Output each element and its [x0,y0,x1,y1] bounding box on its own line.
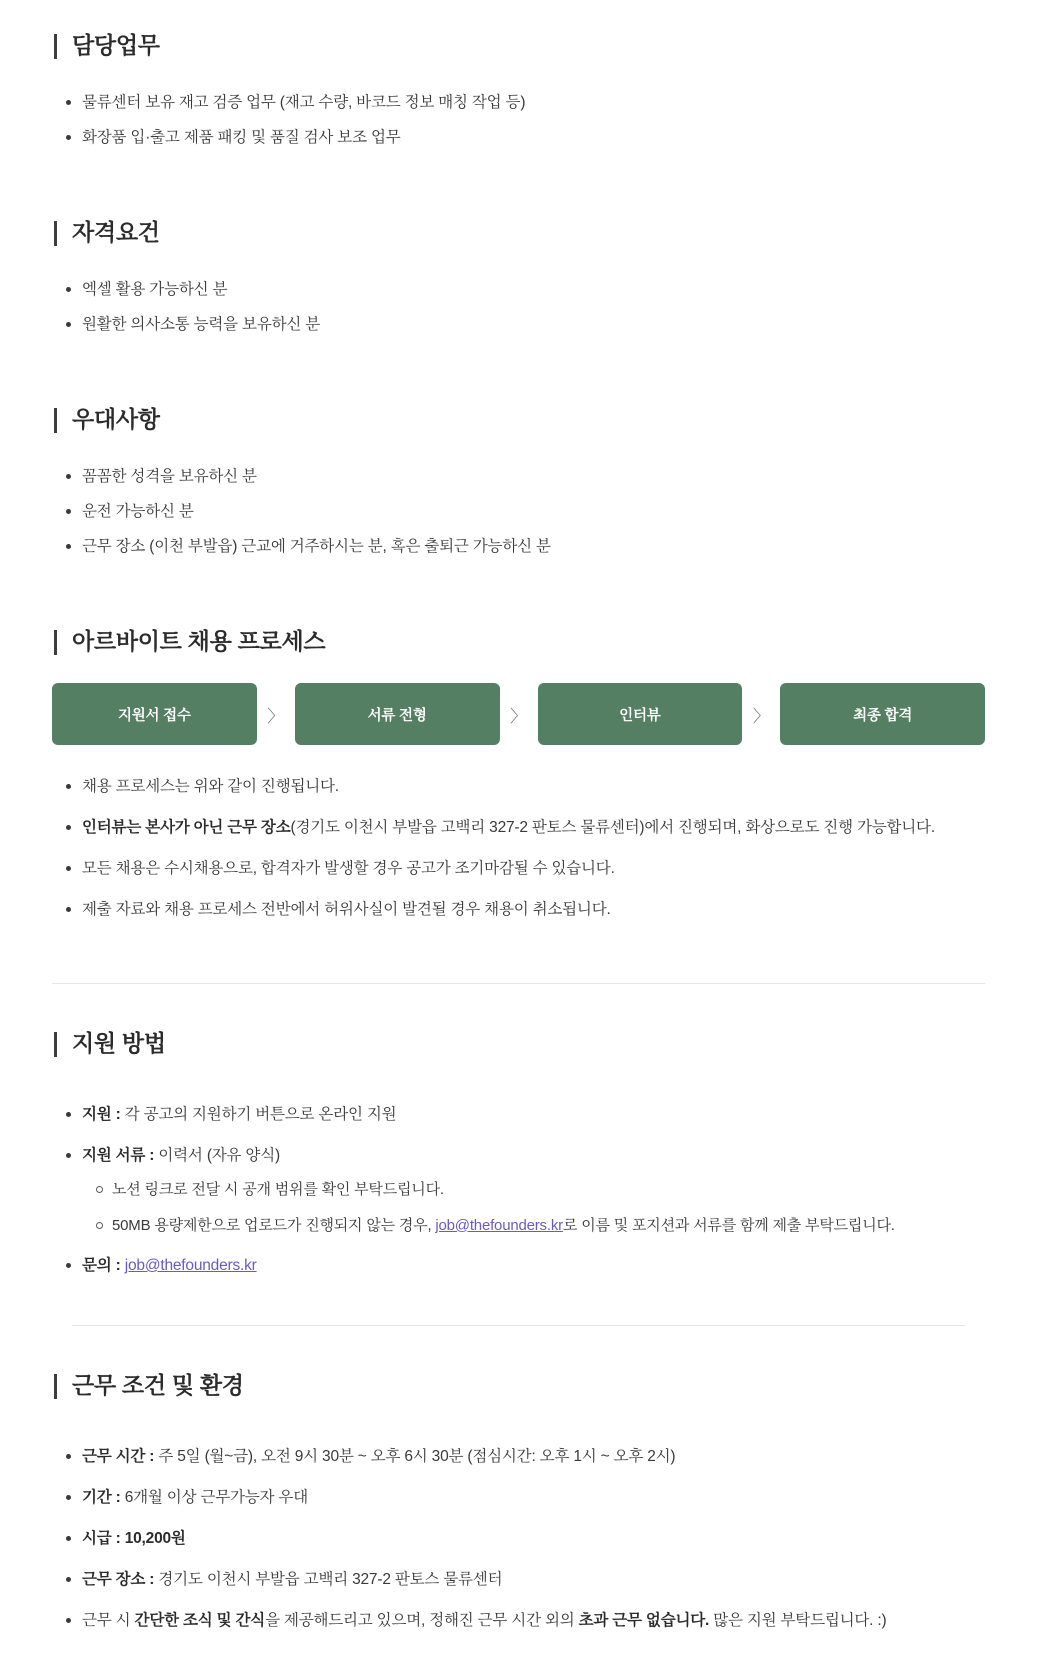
list-item [52,1254,985,1278]
section-requirements [0,217,1037,337]
process-step-interview: 인터뷰 [538,683,743,745]
apply-label: 지원 : [82,1106,121,1124]
list-item: 노션 링크로 전달 시 공개 범위를 확인 부탁드립니다. [82,1178,985,1201]
list-item [52,1103,985,1127]
apply-list [52,1103,985,1278]
spacer [52,1401,985,1445]
recruitment-process-flow [0,683,1037,745]
chevron-right-icon: 〉 [267,706,285,726]
spacer [0,348,1037,404]
list-item: 화장품 입·출고 제품 패킹 및 품질 검사 보조 업무 [52,126,985,150]
process-notes-list [52,775,985,922]
spacer [0,745,1037,775]
contact-email-link[interactable]: job@thefounders.kr [124,1256,257,1274]
list-item: 모든 채용은 수시채용으로, 합격자가 발생할 경우 공고가 조기마감될 수 있습니다. [52,857,985,881]
condition-label: 근무 장소 : [82,1571,155,1589]
condition-text: 주 5일 (월~금), 오전 9시 30분 ~ 오후 6시 30분 (점심시간: 오후 1시 ~ 오후 2시) [154,1448,676,1465]
apply-label: 문의 : [82,1256,121,1274]
requirements-list [52,278,985,337]
section-heading-preferred: 우대사항 [52,404,985,435]
section-preferred [0,404,1037,559]
condition-text: 경기도 이천시 부발읍 고백리 327-2 판토스 물류센터 [154,1571,503,1589]
note-strong: 인터뷰는 본사가 아닌 근무 장소 [82,819,291,837]
process-step-final-offer: 최종 합격 [780,683,985,745]
spacer [0,939,1037,983]
list-item [52,1486,985,1510]
spacer [52,0,985,30]
sub-text-post: 로 이름 및 포지션과 서류를 함께 제출 부탁드립니다. [562,1216,895,1234]
note-text: (경기도 이천시 부발읍 고백리 327-2 판토스 물류센터)에서 진행되며, 화상으로도 진행 가능합니다. [290,819,935,837]
condition-strong: 간단한 조식 및 간식 [134,1612,266,1630]
section-apply [0,1028,1037,1278]
apply-text: 각 공고의 지원하기 버튼으로 온라인 지원 [120,1106,397,1124]
list-item: 운전 가능하신 분 [52,500,985,524]
spacer [0,570,1037,626]
section-duties [0,0,1037,150]
condition-text: 근무 시 [82,1612,135,1630]
spacer [0,1295,1037,1325]
spacer [0,161,1037,217]
process-step-document-review: 서류 전형 [295,683,500,745]
list-item [52,1445,985,1469]
list-item: 엑셀 활용 가능하신 분 [52,278,985,302]
section-heading-conditions: 근무 조건 및 환경 [52,1370,985,1401]
list-item [52,816,985,840]
condition-text: 을 제공해드리고 있으며, 정해진 근무 시간 외의 [265,1612,579,1630]
section-heading-requirements: 자격요건 [52,217,985,248]
apply-label: 지원 서류 : [82,1147,155,1165]
spacer [0,984,1037,1028]
list-item: 근무 장소 (이천 부발읍) 근교에 거주하시는 분, 혹은 출퇴근 가능하신 분 [52,535,985,559]
conditions-list [52,1445,985,1633]
list-item [52,1609,985,1633]
list-item [52,1568,985,1592]
spacer [52,435,985,465]
section-heading-apply: 지원 방법 [52,1028,985,1059]
list-item [82,1214,985,1237]
section-conditions [0,1370,1037,1633]
condition-wage: 시급 : 10,200원 [82,1530,186,1548]
section-process [0,626,1037,657]
spacer [52,1059,985,1103]
chevron-right-icon: 〉 [752,706,770,726]
chevron-right-icon: 〉 [510,706,527,726]
list-item: 꼼꼼한 성격을 보유하신 분 [52,465,985,489]
process-step-application: 지원서 접수 [52,683,257,745]
condition-label: 기간 : [82,1489,121,1507]
condition-label: 근무 시간 : [82,1448,155,1465]
email-link[interactable]: job@thefounders.kr [435,1216,563,1234]
list-item [52,1144,985,1237]
spacer [52,61,985,91]
duties-list [52,91,985,150]
apply-sublist [82,1178,985,1237]
spacer [0,1326,1037,1370]
section-heading-process: 아르바이트 채용 프로세스 [52,626,985,657]
condition-strong: 초과 근무 없습니다. [578,1612,710,1630]
condition-text: 6개월 이상 근무가능자 우대 [120,1489,308,1507]
list-item: 제출 자료와 채용 프로세스 전반에서 허위사실이 발견될 경우 채용이 취소됩니다. [52,898,985,922]
process-notes [0,775,1037,922]
section-heading-duties: 담당업무 [52,30,985,61]
spacer [52,248,985,278]
list-item [52,1527,985,1551]
list-item: 원활한 의사소통 능력을 보유하신 분 [52,313,985,337]
apply-text: 이력서 (자유 양식) [154,1147,280,1165]
sub-text-pre: 50MB 용량제한으로 업로드가 진행되지 않는 경우, [112,1216,436,1234]
preferred-list [52,465,985,559]
list-item: 물류센터 보유 재고 검증 업무 (재고 수량, 바코드 정보 매칭 작업 등) [52,91,985,115]
condition-text: 많은 지원 부탁드립니다. :) [709,1612,887,1630]
list-item: 채용 프로세스는 위와 같이 진행됩니다. [52,775,985,799]
